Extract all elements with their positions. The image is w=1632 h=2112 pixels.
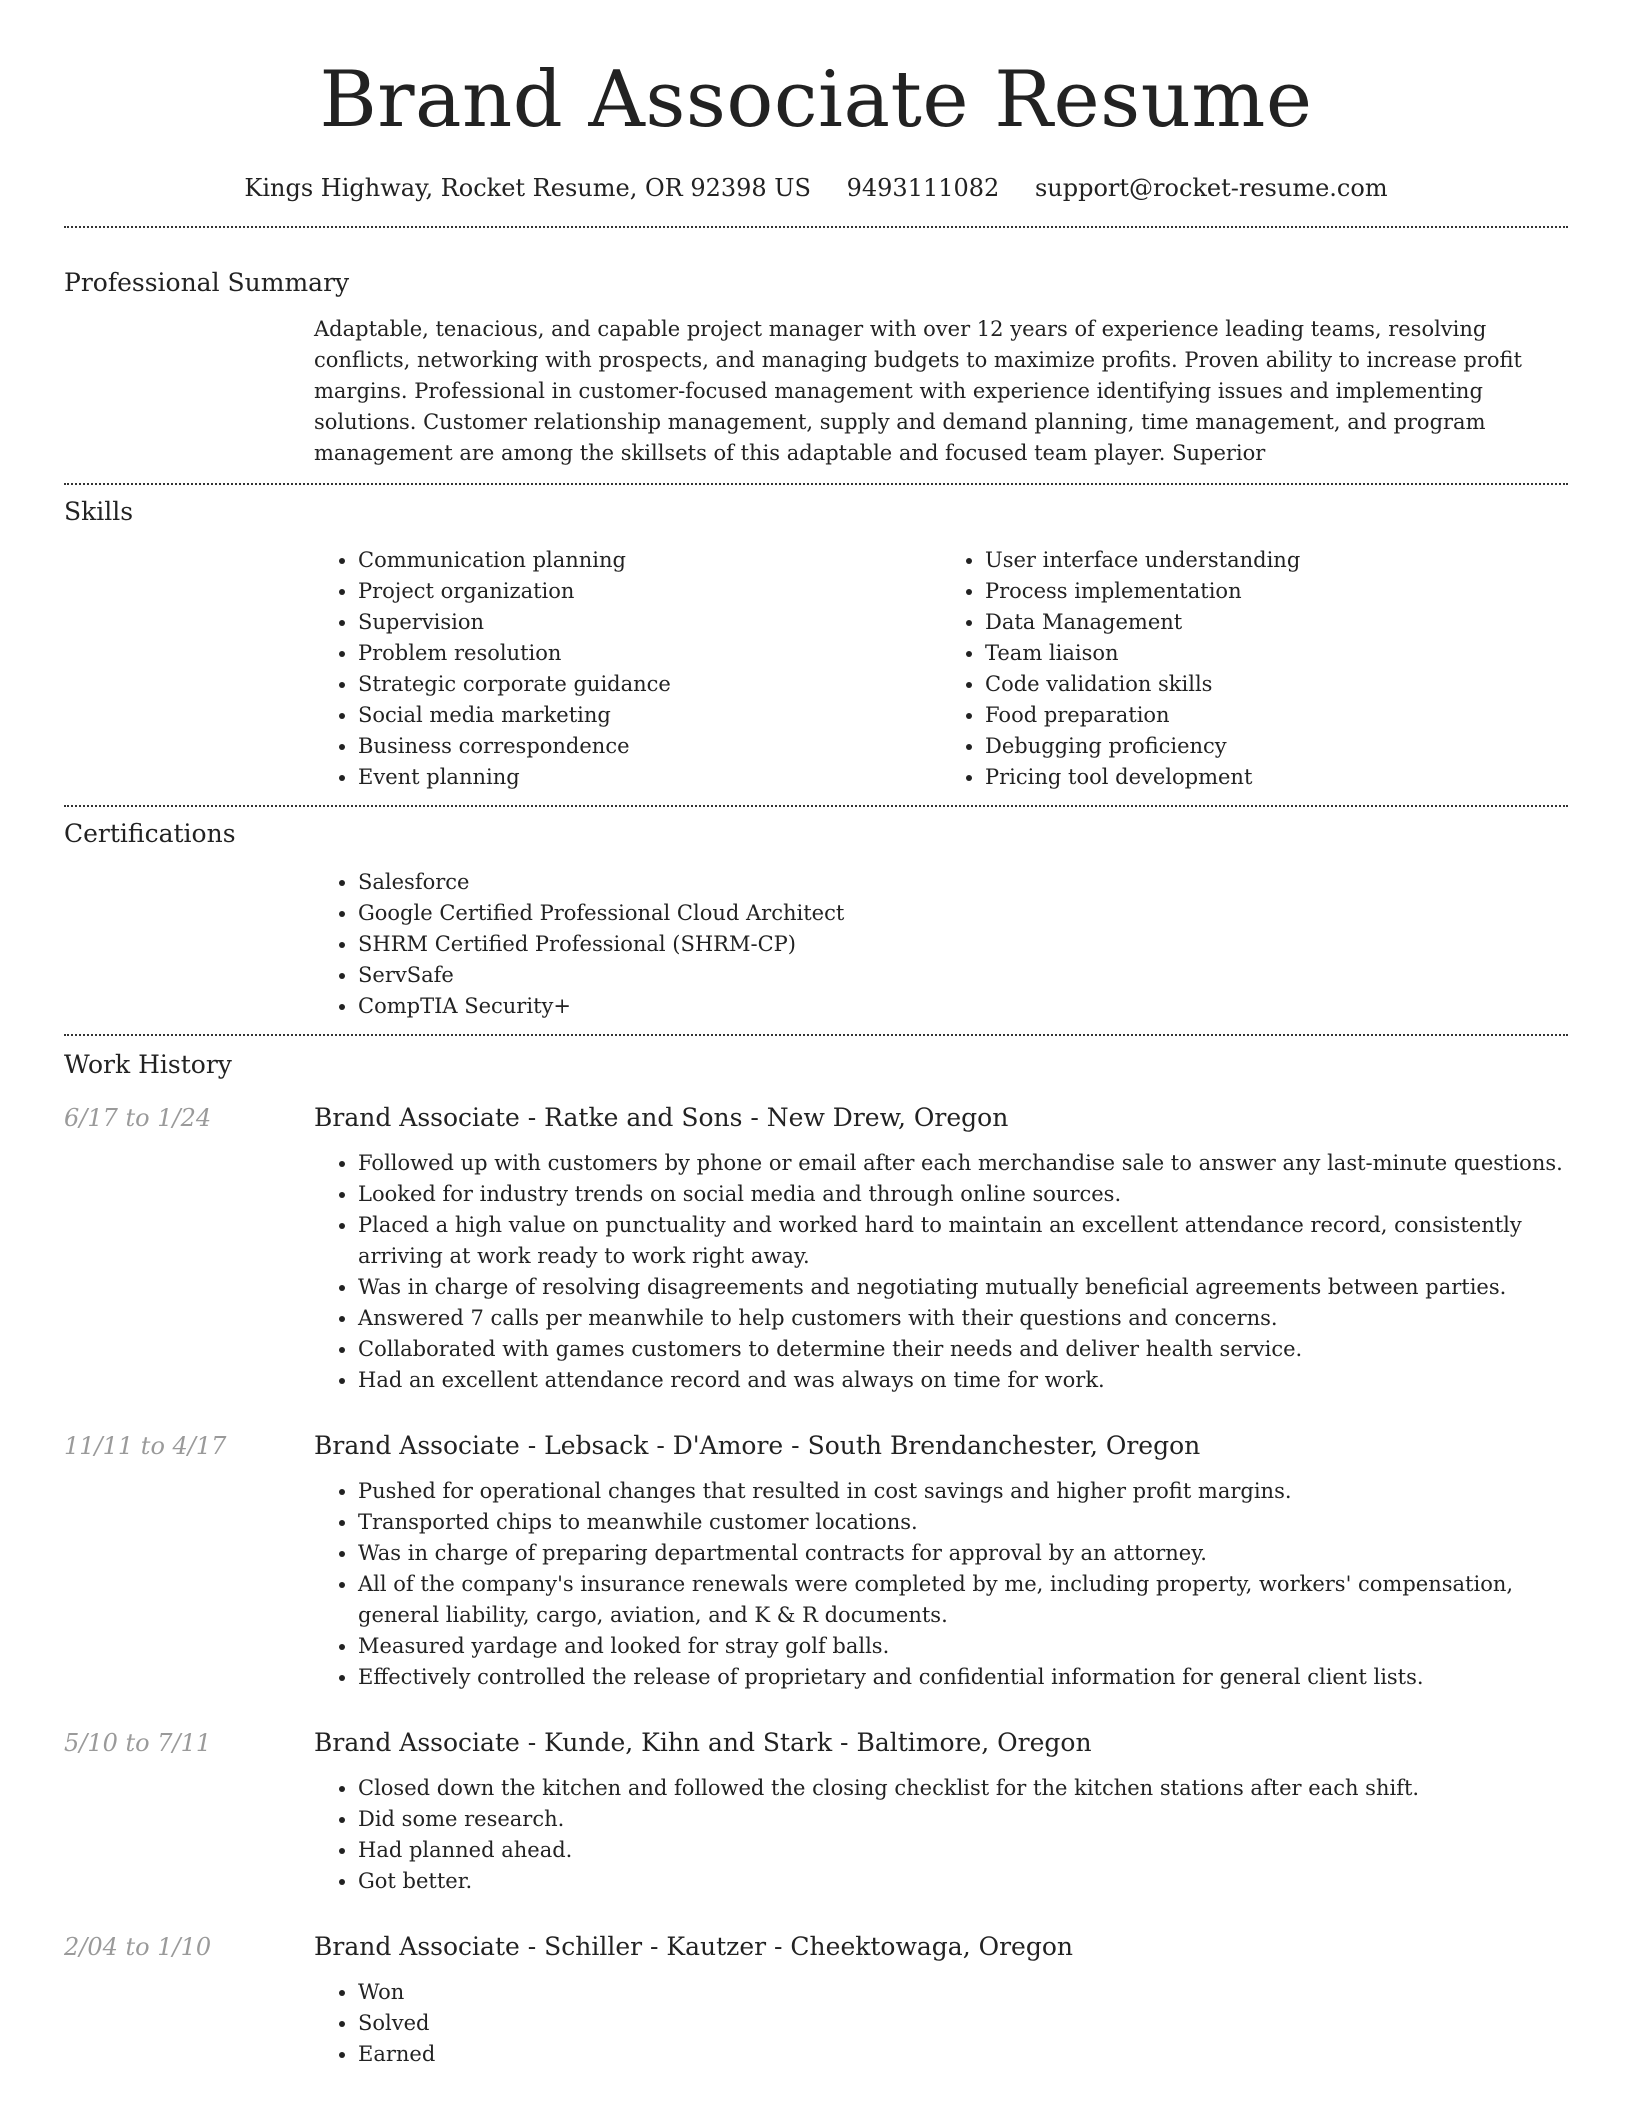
job-bullet: • Did some research. [358, 1804, 1568, 1835]
work-history-heading: Work History [64, 1050, 232, 1079]
contact-line [64, 172, 1568, 204]
certifications-body [314, 867, 1568, 1034]
job-title: Brand Associate - Kunde, Kihn and Stark - Baltimore, Oregon [314, 1728, 1092, 1757]
certifications-heading: Certifications [64, 819, 236, 848]
job-bullet: • Answered 7 calls per meanwhile to help customers with their questions and concerns. [358, 1303, 1568, 1334]
job-title: Brand Associate - Ratke and Sons - New Drew, Oregon [314, 1103, 1009, 1132]
job-bullet: • Was in charge of preparing departmental contracts for approval by an attorney. [358, 1538, 1568, 1569]
job-dates: 11/11 to 4/17 [64, 1432, 227, 1460]
skill-item: • User interface understanding [985, 545, 1568, 576]
job-bullet: • Had an excellent attendance record and was always on time for work. [358, 1365, 1568, 1396]
job-bullet: • Pushed for operational changes that resulted in cost savings and higher profit margins. [358, 1476, 1568, 1507]
skills-body [314, 545, 1568, 805]
skill-item: • Project organization [358, 576, 941, 607]
job-details [314, 1931, 1568, 2070]
job-bullet: • Earned [358, 2039, 1568, 2070]
job-dates: 6/17 to 1/24 [64, 1104, 212, 1132]
contact-email: support@rocket-resume.com [1034, 174, 1388, 202]
skill-item: • Supervision [358, 607, 941, 638]
contact-address: Kings Highway, Rocket Resume, OR 92398 US [244, 174, 811, 202]
job-bullets [314, 1773, 1568, 1897]
job-bullet: • Effectively controlled the release of proprietary and confidential information for general client lists. [358, 1662, 1568, 1693]
job-dates: 5/10 to 7/11 [64, 1729, 212, 1757]
contact-phone: 9493111082 [846, 174, 1000, 202]
skills-section [64, 485, 1568, 805]
certification-item: • CompTIA Security+ [358, 991, 1568, 1022]
skill-item: • Social media marketing [358, 700, 941, 731]
certification-item: • ServSafe [358, 960, 1568, 991]
job-bullet: • Had planned ahead. [358, 1835, 1568, 1866]
skill-item: • Communication planning [358, 545, 941, 576]
job-entry [64, 1102, 1568, 1396]
certifications-section [64, 807, 1568, 1034]
job-bullets [314, 1476, 1568, 1693]
job-details [314, 1102, 1568, 1396]
skill-item: • Pricing tool development [985, 762, 1568, 793]
job-title: Brand Associate - Schiller - Kautzer - Cheektowaga, Oregon [314, 1932, 1073, 1961]
skill-item: • Team liaison [985, 638, 1568, 669]
certification-item: • Google Certified Professional Cloud Architect [358, 898, 1568, 929]
skill-item: • Problem resolution [358, 638, 941, 669]
job-title: Brand Associate - Lebsack - D'Amore - South Brendanchester, Oregon [314, 1431, 1201, 1460]
summary-text: Adaptable, tenacious, and capable project manager with over 12 years of experience leading teams, resolving conflicts, networking with prospects, and managing budgets to maximize profits. Proven ability to increase profit margins. Professional in customer-focused management with experience identifying issues and implementing solutions. Customer relationship management, supply and demand planning, time management, and program management are among the skillsets of this adaptable and focused team player. Superior [314, 317, 1522, 465]
skill-item: • Strategic corporate guidance [358, 669, 941, 700]
skills-list-left [314, 545, 941, 793]
summary-heading: Professional Summary [64, 268, 350, 297]
skill-item: • Debugging proficiency [985, 731, 1568, 762]
job-bullet: • Measured yardage and looked for stray golf balls. [358, 1631, 1568, 1662]
skill-item: • Code validation skills [985, 669, 1568, 700]
job-details [314, 1727, 1568, 1897]
certification-item: • Salesforce [358, 867, 1568, 898]
job-bullet: • Closed down the kitchen and followed the closing checklist for the kitchen stations after each shift. [358, 1773, 1568, 1804]
skill-item: • Business correspondence [358, 731, 941, 762]
certification-item: • SHRM Certified Professional (SHRM-CP) [358, 929, 1568, 960]
job-entry [64, 1931, 1568, 2070]
job-bullet: • Followed up with customers by phone or email after each merchandise sale to answer any last-minute questions. [358, 1148, 1568, 1179]
job-bullet: • Won [358, 1977, 1568, 2008]
job-bullet: • Placed a high value on punctuality and worked hard to maintain an excellent attendance record, consistently arriving at work ready to work right away. [358, 1210, 1568, 1272]
job-entry [64, 1727, 1568, 1897]
job-entry [64, 1430, 1568, 1693]
job-dates: 2/04 to 1/10 [64, 1933, 212, 1961]
job-bullets [314, 1148, 1568, 1396]
job-bullet: • Transported chips to meanwhile customer locations. [358, 1507, 1568, 1538]
job-bullet: • Got better. [358, 1866, 1568, 1897]
skills-list-right [941, 545, 1568, 793]
job-bullet: • Collaborated with games customers to determine their needs and deliver health service. [358, 1334, 1568, 1365]
skill-item: • Event planning [358, 762, 941, 793]
job-bullet: • Was in charge of resolving disagreements and negotiating mutually beneficial agreements between parties. [358, 1272, 1568, 1303]
job-bullets [314, 1977, 1568, 2070]
skills-grid [314, 545, 1568, 793]
certifications-list [314, 867, 1568, 1022]
summary-section [64, 228, 1568, 483]
skill-item: • Process implementation [985, 576, 1568, 607]
resume-header [64, 0, 1568, 204]
job-bullet: • Looked for industry trends on social media and through online sources. [358, 1179, 1568, 1210]
skills-heading: Skills [64, 497, 134, 526]
skill-item: • Data Management [985, 607, 1568, 638]
job-bullet: • Solved [358, 2008, 1568, 2039]
skill-item: • Food preparation [985, 700, 1568, 731]
job-bullet: • All of the company's insurance renewals were completed by me, including property, workers' compensation, general liability, cargo, aviation, and K & R documents. [358, 1569, 1568, 1631]
job-details [314, 1430, 1568, 1693]
work-history-section [64, 1036, 1568, 2070]
resume-title: Brand Associate Resume [319, 55, 1313, 145]
